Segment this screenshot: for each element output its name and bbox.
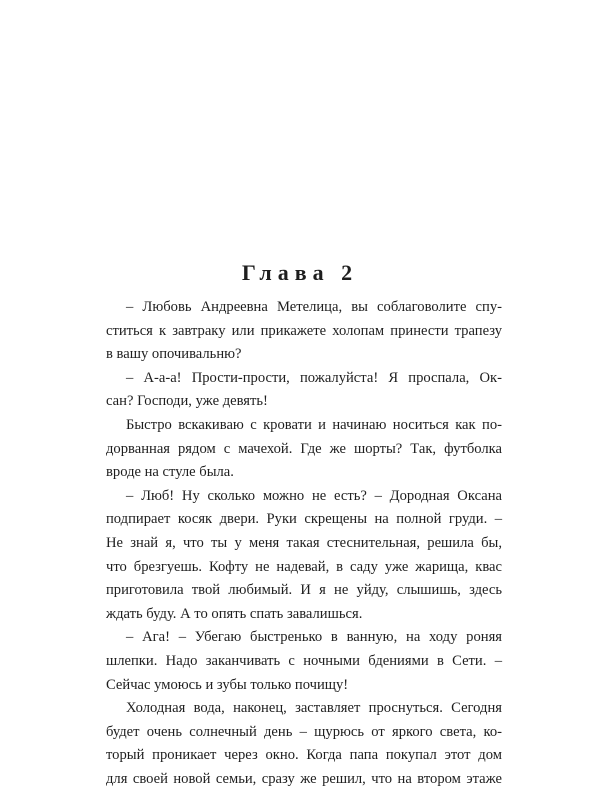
text-line: сан? Господи, уже девять!	[106, 393, 268, 410]
text-line: Холодная вода, наконец, заставляет проснуться. Сегодня	[126, 700, 502, 717]
text-line: торый проникает через окно. Когда папа покупал этот дом	[106, 747, 502, 764]
text-line: будет очень солнечный день – щурюсь от яркого света, ко-	[106, 723, 502, 740]
chapter-text	[106, 296, 502, 791]
text-line: что брезгуешь. Кофту не надевай, в саду уже жарища, квас	[106, 558, 502, 575]
text-line: ждать буду. А то опять спать завалишься.	[106, 605, 363, 622]
text-line: шлепки. Надо заканчивать с ночными бдениями в Сети. –	[106, 652, 502, 669]
text-line: – Ага! – Убегаю быстренько в ванную, на ходу роняя	[126, 629, 502, 646]
text-line: Быстро вскакиваю с кровати и начинаю носиться как по-	[126, 416, 502, 433]
text-line: приготовила твой любимый. И я не уйду, слышишь, здесь	[106, 582, 502, 599]
text-line: для своей новой семьи, сразу же решил, что на втором этаже	[106, 770, 502, 787]
text-line: вроде на стуле была.	[106, 464, 234, 481]
text-line: в вашу опочивальню?	[106, 346, 242, 363]
text-line: – Любовь Андреевна Метелица, вы соблаговолите спу-	[126, 299, 502, 315]
text-line: – А-а-а! Прости-прости, пожалуйста! Я проспала, Ок-	[126, 369, 502, 386]
text-line: ститься к завтраку или прикажете холопам принести трапезу	[106, 322, 502, 339]
text-line: дорванная рядом с мачехой. Где же шорты? Так, футболка	[106, 440, 502, 457]
chapter-title: Глава 2	[241, 260, 359, 285]
text-line: – Люб! Ну сколько можно не есть? – Дородная Оксана	[126, 487, 502, 504]
text-line: Сейчас умоюсь и зубы только почищу!	[106, 676, 349, 693]
text-line: подпирает косяк двери. Руки скрещены на полной груди. –	[106, 511, 502, 528]
text-line: Не знай я, что ты у меня такая стеснительная, решила бы,	[106, 534, 502, 551]
